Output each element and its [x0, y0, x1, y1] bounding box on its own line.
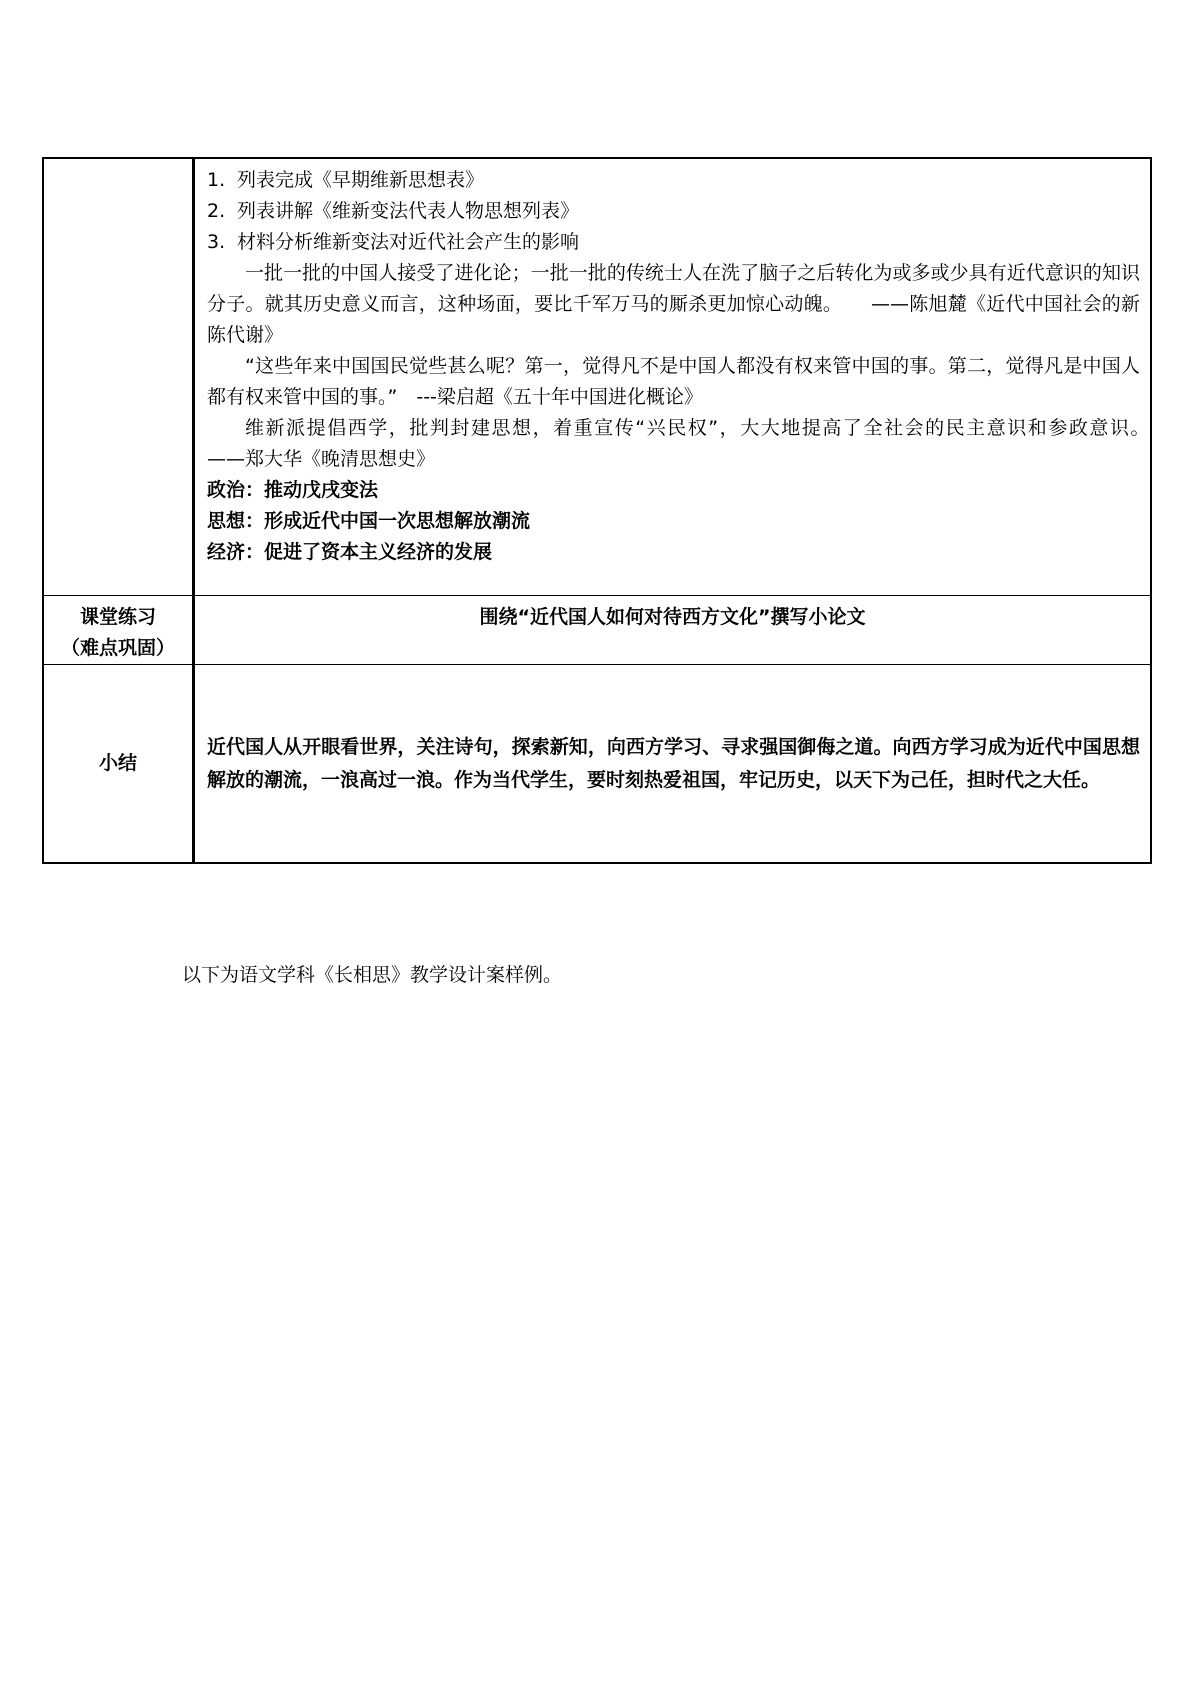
- summary-row: [43, 665, 1151, 864]
- activities-content-cell: [194, 158, 1179, 596]
- summary-label: 小结: [98, 752, 137, 774]
- exercise-content: 围绕“近代国人如何对待西方文化”撰写小论文: [479, 606, 866, 628]
- activity-item-2: 2. 列表讲解《维新变法代表人物思想列表》: [207, 200, 580, 222]
- conclusion-thought: 思想：形成近代中国一次思想解放潮流: [207, 510, 531, 532]
- quote-liang-qichao: “这些年来中国国民觉些甚么呢？第一，觉得凡不是中国人都没有权来管中国的事。第二，觉得凡是中国人都有权来管中国的事。” ---梁启超《五十年中国进化概论》: [207, 355, 1140, 408]
- quote-zheng-dahua: 维新派提倡西学，批判封建思想，着重宣传“兴民权”，大大地提高了全社会的民主意识和参政意识。 ——郑大华《晚清思想史》: [207, 417, 1179, 470]
- summary-content: 近代国人从开眼看世界，关注诗句，探索新知，向西方学习、寻求强国御侮之道。向西方学习成为近代中国思想解放的潮流，一浪高过一浪。作为当代学生，要时刻热爱祖国，牢记历史，以天下为己任，担时代之大任。: [207, 735, 1140, 791]
- lesson-plan-table: [42, 157, 1179, 864]
- conclusion-economy: 经济：促进了资本主义经济的发展: [207, 541, 493, 563]
- activities-label-cell: [43, 158, 194, 596]
- exercise-row: [43, 596, 1151, 665]
- exercise-label-line2: （难点巩固）: [60, 637, 175, 659]
- activity-item-1: 1. 列表完成《早期维新思想表》: [207, 169, 485, 191]
- exercise-content-cell: [194, 596, 1152, 665]
- footer-note: 以下为语文学科《长相思》教学设计案样例。: [182, 964, 563, 986]
- summary-label-cell: [43, 665, 194, 864]
- activities-row: [43, 158, 1151, 596]
- exercise-label-cell: [43, 596, 194, 665]
- exercise-label-line1: 课堂练习: [79, 606, 156, 628]
- conclusion-politics: 政治：推动戊戌变法: [207, 479, 379, 501]
- quote-chen-xulu: 一批一批的中国人接受了进化论；一批一批的传统士人在洗了脑子之后转化为或多或少具有近代意识的知识分子。就其历史意义而言，这种场面，要比千军万马的厮杀更加惊心动魄。 ——陈旭麓《近代中国社会的新陈代谢》: [207, 262, 1140, 346]
- activity-item-3: 3. 材料分析维新变法对近代社会产生的影响: [207, 231, 580, 253]
- summary-content-cell: [194, 665, 1152, 864]
